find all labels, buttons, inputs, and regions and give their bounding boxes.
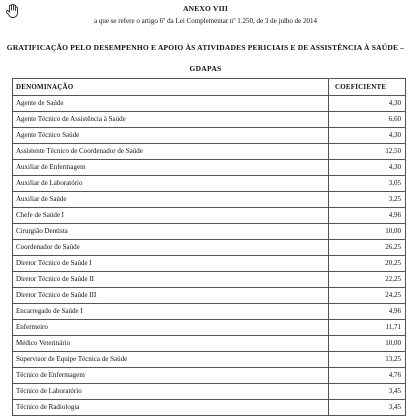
row-denominacao: Agente Técnico de Assistência à Saúde — [13, 112, 329, 128]
row-coeficiente: 11,71 — [329, 320, 406, 336]
table-row — [13, 336, 406, 352]
row-denominacao: Diretor Técnico de Saúde II — [13, 272, 329, 288]
annex-title: ANEXO VIII — [183, 4, 228, 13]
table-row — [13, 384, 406, 400]
table-row — [13, 224, 406, 240]
row-denominacao: Agente de Saúde — [13, 96, 329, 112]
table-row — [13, 96, 406, 112]
table-row — [13, 128, 406, 144]
row-coeficiente: 4,96 — [329, 208, 406, 224]
table-row — [13, 288, 406, 304]
row-coeficiente: 12,50 — [329, 144, 406, 160]
coefficient-table — [12, 78, 406, 416]
row-denominacao: Agente Técnico Saúde — [13, 128, 329, 144]
row-denominacao: Auxiliar de Enfermagem — [13, 160, 329, 176]
row-denominacao: Chefe de Saúde I — [13, 208, 329, 224]
row-coeficiente: 4,30 — [329, 96, 406, 112]
row-denominacao: Cirurgião Dentista — [13, 224, 329, 240]
row-coeficiente: 4,76 — [329, 368, 406, 384]
table-row — [13, 304, 406, 320]
row-denominacao: Diretor Técnico de Saúde I — [13, 256, 329, 272]
row-coeficiente: 26,25 — [329, 240, 406, 256]
row-denominacao: Médico Veterinário — [13, 336, 329, 352]
column-header-coeficiente: COEFICIENTE — [329, 79, 406, 96]
row-denominacao: Auxiliar de Laboratório — [13, 176, 329, 192]
row-denominacao: Técnico de Radiologia — [13, 400, 329, 416]
document-acronym: GDAPAS — [189, 64, 222, 73]
row-denominacao: Supervisor de Equipe Técnica de Saúde — [13, 352, 329, 368]
row-coeficiente: 3,05 — [329, 176, 406, 192]
row-coeficiente: 3,45 — [329, 400, 406, 416]
column-header-denominacao: DENOMINAÇÃO — [13, 79, 329, 96]
row-coeficiente: 13,25 — [329, 352, 406, 368]
row-denominacao: Técnico de Laboratório — [13, 384, 329, 400]
table-row — [13, 144, 406, 160]
row-denominacao: Técnico de Enfermagem — [13, 368, 329, 384]
row-denominacao: Assistente Técnico de Coordenador de Saúde — [13, 144, 329, 160]
document-heading: GRATIFICAÇÃO PELO DESEMPENHO E APOIO ÀS ATIVIDADES PERICIAIS E DE ASSISTÊNCIA À SAÚDE – — [6, 43, 405, 52]
table-row — [13, 192, 406, 208]
row-coeficiente: 22,25 — [329, 272, 406, 288]
table-header-row — [13, 79, 406, 96]
row-coeficiente: 3,45 — [329, 384, 406, 400]
row-coeficiente: 20,25 — [329, 256, 406, 272]
table-row — [13, 160, 406, 176]
table-row — [13, 176, 406, 192]
row-coeficiente: 4,30 — [329, 160, 406, 176]
row-coeficiente: 4,30 — [329, 128, 406, 144]
table-row — [13, 256, 406, 272]
table-row — [13, 112, 406, 128]
table-row — [13, 400, 406, 416]
row-denominacao: Enfermeiro — [13, 320, 329, 336]
row-coeficiente: 3,25 — [329, 192, 406, 208]
row-denominacao: Encarregado de Saúde I — [13, 304, 329, 320]
row-denominacao: Diretor Técnico de Saúde III — [13, 288, 329, 304]
table-row — [13, 320, 406, 336]
row-coeficiente: 4,96 — [329, 304, 406, 320]
row-denominacao: Coordenador de Saúde — [13, 240, 329, 256]
table-row — [13, 368, 406, 384]
table-row — [13, 352, 406, 368]
annex-subtitle: a que se refere o artigo 6º da Lei Complementar nº 1.250, de 3 de julho de 2014 — [93, 17, 318, 25]
table-body — [13, 96, 406, 416]
row-coeficiente: 10,00 — [329, 336, 406, 352]
row-coeficiente: 10,00 — [329, 224, 406, 240]
table-row — [13, 240, 406, 256]
row-denominacao: Auxiliar de Saúde — [13, 192, 329, 208]
table-row — [13, 208, 406, 224]
table-row — [13, 272, 406, 288]
row-coeficiente: 24,25 — [329, 288, 406, 304]
row-coeficiente: 6,60 — [329, 112, 406, 128]
